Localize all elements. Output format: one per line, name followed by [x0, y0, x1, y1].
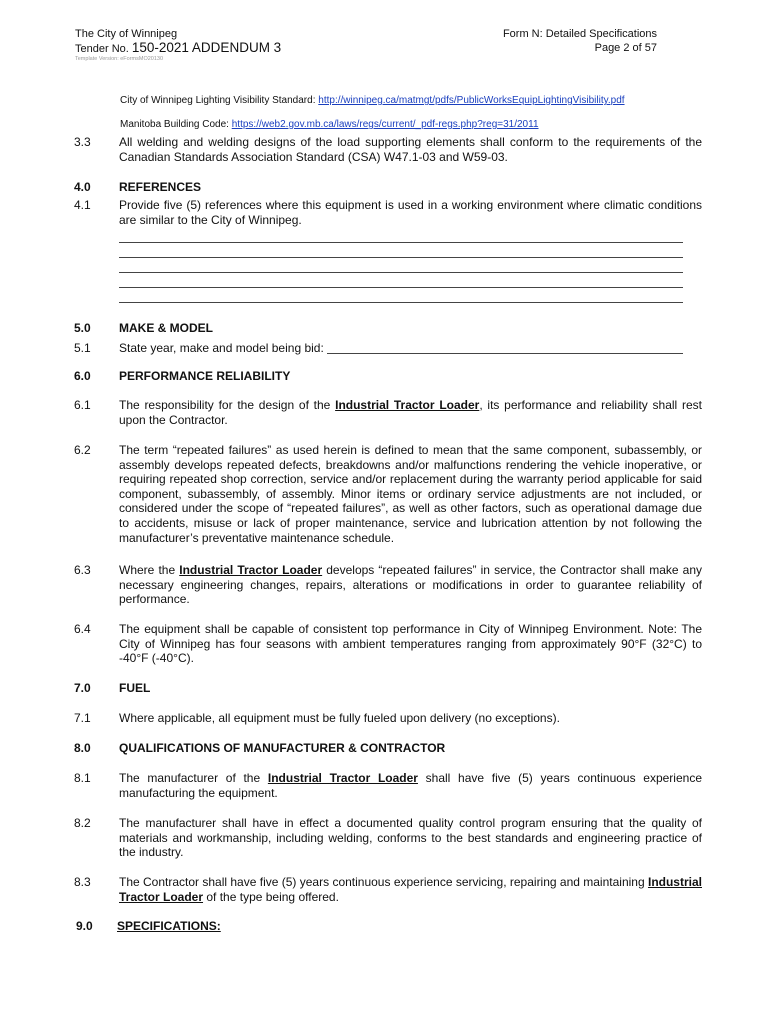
section-number: 7.1 — [74, 711, 91, 725]
page-header-left — [75, 27, 281, 56]
section-number: 8.3 — [74, 875, 91, 889]
section-number: 6.2 — [74, 443, 91, 457]
section-text: The manufacturer shall have in effect a documented quality control program ensuring that the quality of materials and workmanship, including welding, conforms to the best standards and engineering practice of the industry. — [119, 816, 702, 860]
make-model-blank[interactable] — [327, 342, 683, 354]
text-after: develops “repeated failures” in service, the Contractor shall make any necessary engineering changes, repairs, alterations or modifications in order to guarantee reliability of performance. — [119, 563, 702, 607]
form-title: Form N: Detailed Specifications — [502, 28, 657, 40]
text-before: The responsibility for the design of the — [119, 398, 331, 412]
tender-prefix: Tender No. — [75, 43, 129, 55]
building-code-link[interactable]: https://web2.gov.mb.ca/laws/regs/current/_pdf-regs.php?reg=31/2011 — [231, 119, 539, 130]
reference-blank-line-2[interactable] — [119, 257, 683, 258]
text-before: The Contractor shall have five (5) years continuous experience servicing, repairing and maintaining — [119, 875, 645, 889]
section-title: FUEL — [119, 681, 151, 695]
reference-blank-line-4[interactable] — [119, 287, 683, 288]
section-text: The equipment shall be capable of consistent top performance in City of Winnipeg Environment. Note: The City of Winnipeg has four seasons with ambient temperatures ranging from approximately 90°F (32°C) to -40°F (-40°C). — [119, 622, 702, 666]
section-title: QUALIFICATIONS OF MANUFACTURER & CONTRACTOR — [119, 741, 446, 755]
page-header-right — [503, 27, 657, 55]
section-number: 5.1 — [74, 341, 91, 355]
section-title: MAKE & MODEL — [119, 321, 213, 335]
section-title: REFERENCES — [119, 180, 202, 194]
section-text: All welding and welding designs of the load supporting elements shall conform to the requirements of the Canadian Standards Association Standard (CSA) W47.1-03 and W59-03. — [119, 135, 702, 164]
section-text: Provide five (5) references where this equipment is used in a working environment where climatic conditions are similar to the City of Winnipeg. — [119, 198, 702, 227]
lighting-standard-label: City of Winnipeg Lighting Visibility Standard: — [120, 95, 316, 106]
building-code-ref — [120, 119, 539, 130]
section-number: 6.4 — [74, 622, 91, 636]
text-before: The manufacturer of the — [119, 771, 261, 785]
equipment-name: Industrial Tractor Loader — [335, 398, 480, 412]
city-name: The City of Winnipeg — [75, 28, 178, 40]
building-code-label: Manitoba Building Code: — [120, 119, 229, 130]
section-number: 8.2 — [74, 816, 91, 830]
reference-blank-line-1[interactable] — [119, 242, 683, 243]
section-text — [119, 563, 702, 607]
section-text: Where applicable, all equipment must be fully fueled upon delivery (no exceptions). — [119, 711, 560, 725]
text-before: Where the — [119, 563, 176, 577]
section-text — [119, 771, 702, 800]
text-after: , its performance and reliability shall rest upon the Contractor. — [119, 398, 702, 427]
section-number: 6.0 — [74, 369, 91, 383]
tender-number: 150-2021 ADDENDUM 3 — [131, 40, 282, 55]
section-number: 9.0 — [76, 919, 93, 933]
reference-blank-line-3[interactable] — [119, 272, 683, 273]
equipment-name: Industrial Tractor Loader — [179, 563, 323, 577]
lighting-standard-ref — [120, 95, 625, 106]
section-number: 6.3 — [74, 563, 91, 577]
section-title: PERFORMANCE RELIABILITY — [119, 369, 291, 383]
section-text — [119, 398, 702, 427]
section-text: The term “repeated failures” as used herein is defined to mean that the same component, subassembly, or assembly develops repeated defects, breakdowns and/or malfunctions rendering the vehicle inoperative, or requiring repeated shop correction, service and/or replacement during the warranty period applicable for said component, subassembly, of assembly. Minor items or ordinary service adjustments are not included, or considered under the scope of “repeated failures”, as well as other factors, such as operational damage due to accidents, misuse or lack of proper maintenance, service and lubrication attention by not following the manufacturer’s preventative maintenance schedule. — [119, 443, 702, 545]
section-number: 3.3 — [74, 135, 91, 149]
section-number: 5.0 — [74, 321, 91, 335]
section-number: 7.0 — [74, 681, 91, 695]
text-after: shall have five (5) years continuous experience manufacturing the equipment. — [119, 771, 702, 800]
template-note: Template Version: eFormsMO20130 — [75, 56, 164, 62]
page-number: Page 2 of 57 — [594, 42, 657, 54]
section-number: 8.1 — [74, 771, 91, 785]
section-number: 4.0 — [74, 180, 91, 194]
text-after: of the type being offered. — [206, 889, 339, 904]
section-number: 8.0 — [74, 741, 91, 755]
make-model-prompt: State year, make and model being bid: — [119, 341, 324, 355]
section-number: 4.1 — [74, 198, 91, 212]
reference-blank-line-5[interactable] — [119, 302, 683, 303]
lighting-standard-link[interactable]: http://winnipeg.ca/matmgt/pdfs/PublicWorksEquipLightingVisibility.pdf — [318, 95, 625, 106]
section-title: SPECIFICATIONS: — [117, 919, 221, 933]
section-number: 6.1 — [74, 398, 91, 412]
equipment-name: Industrial Tractor Loader — [267, 771, 418, 785]
equipment-name: Industrial Tractor Loader — [119, 875, 702, 904]
tender-number-line — [75, 41, 281, 56]
section-text — [119, 875, 702, 904]
section-text — [119, 341, 702, 356]
